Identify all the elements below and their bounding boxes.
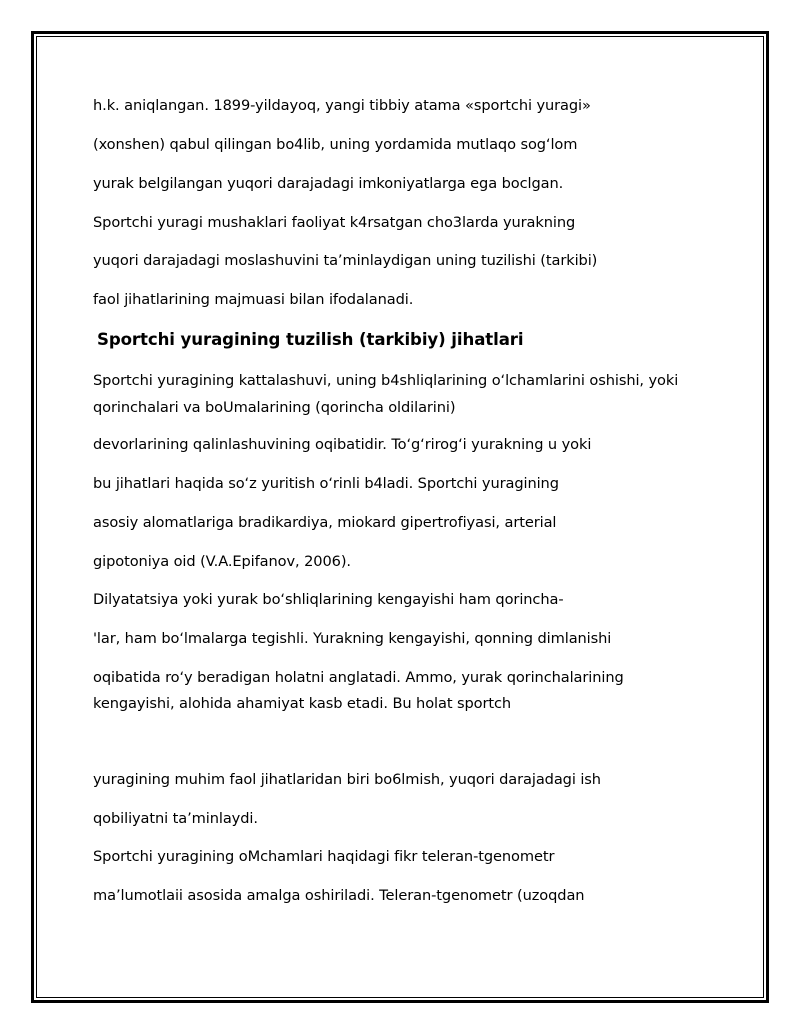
paragraph-line: h.k. aniqlangan. 1899-yildayoq, yangi tibbiy atama «sportchi yuragi»: [93, 97, 591, 114]
paragraph-line: qorinchalari va boUmalarining (qorincha oldilarini): [93, 399, 456, 416]
paragraph-line: oqibatida ro‘y beradigan holatni anglatadi. Ammo, yurak qorinchalarining: [93, 669, 624, 686]
paragraph-line: Dilyatatsiya yoki yurak bo‘shliqlarining kengayishi ham qorincha-: [93, 591, 564, 608]
paragraph-line: yuqori darajadagi moslashuvini ta’minlaydigan uning tuzilishi (tarkibi): [93, 252, 598, 269]
paragraph-line: Sportchi yuragining kattalashuvi, uning b4shliqlarining o‘lchamlarini oshishi, yoki: [93, 372, 679, 389]
paragraph-line: Sportchi yuragining oMchamlari haqidagi fikr teleran-tgenometr: [93, 848, 555, 865]
paragraph-line: yuragining muhim faol jihatlaridan biri bo6lmish, yuqori darajadagi ish: [93, 771, 601, 788]
paragraph-line: bu jihatlari haqida so‘z yuritish o‘rinli b4ladi. Sportchi yuragining: [93, 475, 559, 492]
paragraph-line: yurak belgilangan yuqori darajadagi imkoniyatlarga ega boclgan.: [93, 175, 564, 192]
paragraph-line: faol jihatlarining majmuasi bilan ifodalanadi.: [93, 291, 414, 308]
paragraph-line: (xonshen) qabul qilingan bo4lib, uning yordamida mutlaqo sog‘lom: [93, 136, 578, 153]
paragraph-line: gipotoniya oid (V.A.Epifanov, 2006).: [93, 553, 351, 570]
paragraph-line: ma’lumotlaii asosida amalga oshiriladi. Teleran-tgenometr (uzoqdan: [93, 887, 585, 904]
paragraph-line: asosiy alomatlariga bradikardiya, miokard gipertrofiyasi, arterial: [93, 514, 557, 531]
paragraph-line: kengayishi, alohida ahamiyat kasb etadi. Bu holat sportch: [93, 695, 512, 712]
paragraph-line: qobiliyatni ta’minlaydi.: [93, 810, 258, 827]
paragraph-line: Sportchi yuragi mushaklari faoliyat k4rsatgan cho3larda yurakning: [93, 214, 576, 231]
paragraph-line: devorlarining qalinlashuvining oqibatidir. To‘g‘rirog‘i yurakning u yoki: [93, 436, 592, 453]
paragraph-line: 'lar, ham bo‘lmalarga tegishli. Yurakning kengayishi, qonning dimlanishi: [93, 630, 612, 647]
section-heading: Sportchi yuragining tuzilish (tarkibiy) jihatlari: [97, 330, 524, 349]
